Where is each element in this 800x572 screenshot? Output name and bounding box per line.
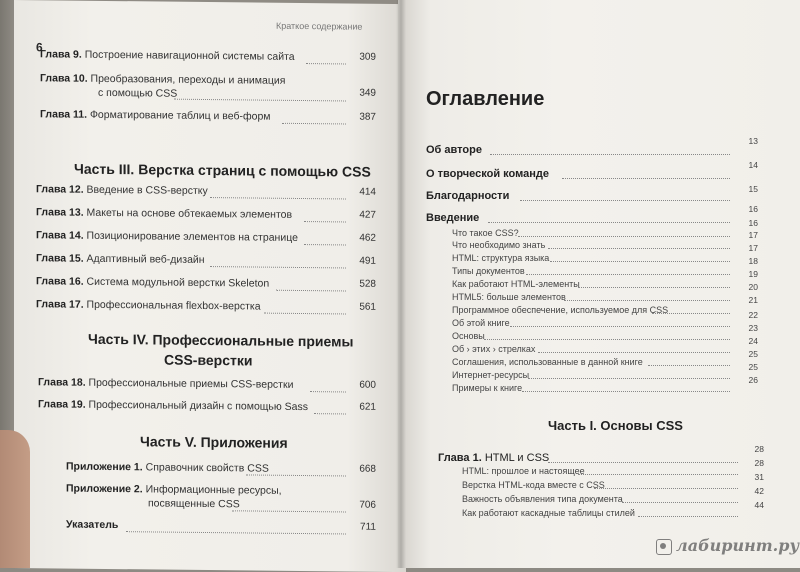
toc-page: 17 bbox=[748, 243, 758, 253]
labirint-logo-icon bbox=[656, 539, 672, 555]
toc-page: 16 bbox=[748, 204, 758, 214]
toc-page: 28 bbox=[754, 444, 764, 454]
toc-page: 387 bbox=[359, 111, 376, 123]
toc-page: 31 bbox=[754, 472, 764, 482]
part-heading: Часть III. Верстка страниц с помощью CSS bbox=[74, 160, 371, 180]
toc-sub-entry: Важность объявления типа документа bbox=[462, 494, 623, 504]
toc-main-entry: Введение bbox=[426, 212, 480, 224]
toc-sub-entry: Об › этих › стрелках bbox=[452, 344, 536, 354]
toc-page: 42 bbox=[754, 486, 764, 496]
toc-page: 44 bbox=[754, 500, 764, 510]
toc-sub-entry: Об этой книге bbox=[452, 318, 510, 328]
toc-sub-entry: HTML: прошлое и настоящее bbox=[462, 466, 585, 476]
toc-sub-entry: Как работают каскадные таблицы стилей bbox=[462, 508, 635, 518]
toc-entry-cont: с помощью CSS bbox=[98, 86, 178, 100]
toc-page: 711 bbox=[360, 521, 376, 533]
toc-entry: Глава 18. Профессиональные приемы CSS-верстки bbox=[38, 376, 294, 391]
toc-entry: Глава 14. Позиционирование элементов на странице bbox=[36, 229, 298, 244]
toc-entry: Глава 10. Преобразования, переходы и анимация bbox=[40, 72, 286, 87]
running-head: Краткое содержание bbox=[276, 20, 363, 32]
toc-main-entry: Об авторе bbox=[426, 144, 482, 156]
right-page bbox=[398, 0, 800, 568]
toc-page: 22 bbox=[748, 310, 758, 320]
toc-page: 17 bbox=[748, 230, 758, 240]
toc-entry: Приложение 1. Справочник свойств CSS bbox=[66, 460, 269, 475]
toc-sub-entry: Программное обеспечение, используемое для CSS bbox=[452, 305, 669, 315]
toc-page: 21 bbox=[748, 295, 758, 305]
toc-entry: Глава 15. Адаптивный веб-дизайн bbox=[36, 252, 205, 266]
toc-entry: Глава 11. Форматирование таблиц и веб-форм bbox=[40, 108, 271, 123]
part-heading: Часть IV. Профессиональные приемы bbox=[88, 330, 354, 350]
part-heading-cont: CSS-верстки bbox=[164, 351, 253, 369]
toc-page: 600 bbox=[359, 379, 376, 391]
toc-page: 19 bbox=[748, 269, 758, 279]
toc-page: 20 bbox=[748, 282, 758, 292]
toc-page: 528 bbox=[359, 278, 376, 290]
toc-sub-entry: Как работают HTML-элементы bbox=[452, 279, 580, 289]
toc-sub-entry: Основы bbox=[452, 331, 485, 341]
toc-page: 25 bbox=[748, 349, 758, 359]
toc-page: 668 bbox=[359, 463, 376, 475]
toc-page: 24 bbox=[748, 336, 758, 346]
left-page bbox=[14, 0, 406, 572]
toc-entry: Глава 19. Профессиональный дизайн с помощью Sass bbox=[38, 398, 309, 414]
toc-page: 621 bbox=[359, 401, 376, 413]
toc-page: 26 bbox=[748, 375, 758, 385]
toc-page: 706 bbox=[359, 499, 376, 511]
toc-title: Оглавление bbox=[426, 88, 545, 110]
toc-sub-entry: HTML5: больше элементов bbox=[452, 292, 566, 302]
page-number: 6 bbox=[36, 40, 43, 55]
toc-sub-entry: Интернет-ресурсы bbox=[452, 370, 530, 380]
toc-entry: Глава 16. Система модульной верстки Skeleton bbox=[36, 275, 270, 290]
toc-page: 462 bbox=[359, 232, 376, 244]
toc-page: 18 bbox=[748, 256, 758, 266]
thumb bbox=[0, 430, 30, 568]
part-heading: Часть V. Приложения bbox=[140, 433, 288, 451]
toc-page: 491 bbox=[359, 255, 376, 267]
toc-sub-entry: Типы документов bbox=[452, 266, 525, 276]
toc-entry: Указатель bbox=[66, 518, 119, 532]
toc-entry-cont: посвященные CSS bbox=[148, 497, 240, 511]
toc-page: 15 bbox=[748, 184, 758, 194]
toc-page: 16 bbox=[748, 218, 758, 228]
toc-main-entry: Благодарности bbox=[426, 190, 510, 202]
toc-page: 414 bbox=[359, 186, 376, 198]
toc-chapter-entry: Глава 1. HTML и CSS bbox=[438, 452, 550, 464]
toc-entry: Глава 13. Макеты на основе обтекаемых элементов bbox=[36, 206, 293, 221]
watermark: лабиринт.ру bbox=[656, 536, 799, 555]
toc-main-entry: О творческой команде bbox=[426, 168, 549, 180]
toc-page: 427 bbox=[359, 209, 376, 221]
toc-entry: Глава 9. Построение навигационной системы сайта bbox=[40, 48, 295, 63]
toc-sub-entry: Что необходимо знать bbox=[452, 240, 546, 250]
toc-sub-entry: HTML: структура языка bbox=[452, 253, 550, 263]
toc-sub-entry: Что такое CSS? bbox=[452, 228, 519, 238]
toc-sub-entry: Соглашения, использованные в данной книге bbox=[452, 357, 643, 367]
toc-page: 14 bbox=[748, 160, 758, 170]
toc-page: 25 bbox=[748, 362, 758, 372]
toc-page: 309 bbox=[359, 51, 376, 63]
toc-page: 13 bbox=[748, 136, 758, 146]
toc-page: 561 bbox=[359, 301, 376, 313]
toc-entry: Приложение 2. Информационные ресурсы, bbox=[66, 482, 282, 497]
toc-page: 23 bbox=[748, 323, 758, 333]
toc-sub-entry: Примеры к книге bbox=[452, 383, 523, 393]
toc-entry: Глава 12. Введение в CSS-верстку bbox=[36, 183, 208, 198]
toc-page: 28 bbox=[754, 458, 764, 468]
toc-entry: Глава 17. Профессиональная flexbox-верстка bbox=[36, 298, 261, 313]
part-heading: Часть I. Основы CSS bbox=[548, 418, 683, 433]
toc-sub-entry: Верстка HTML-кода вместе с CSS bbox=[462, 480, 605, 490]
book-gutter bbox=[396, 0, 406, 568]
toc-page: 349 bbox=[359, 87, 376, 99]
